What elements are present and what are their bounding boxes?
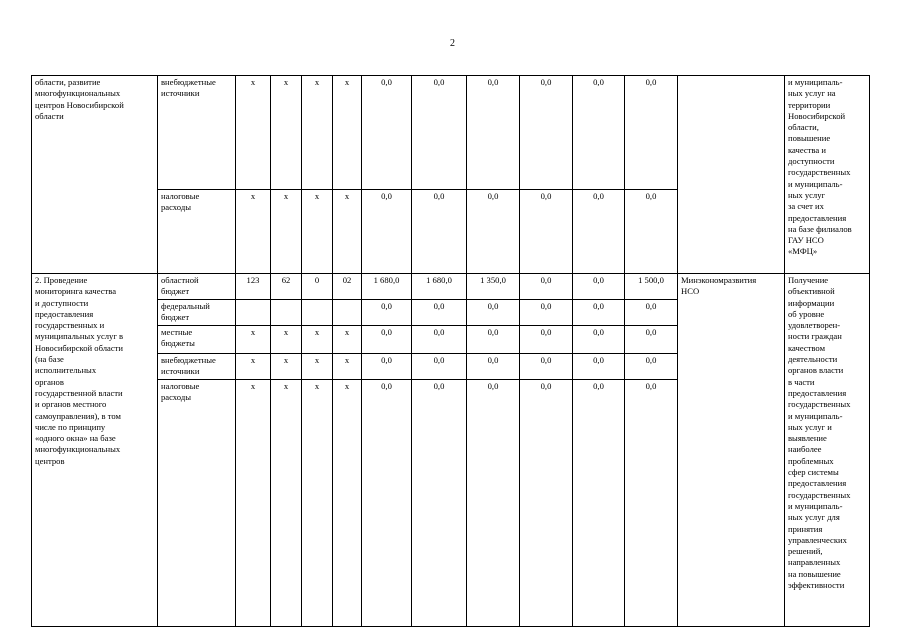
cell-line: территории xyxy=(788,99,831,110)
amount-cell: 0,0 xyxy=(573,326,625,354)
cell-line: бюджет xyxy=(161,286,190,297)
amount-cell: 0,0 xyxy=(412,300,467,326)
amount-cell: 0,0 xyxy=(412,380,467,627)
code-cell: х xyxy=(271,190,302,274)
cell-line: мониторинга качества xyxy=(35,286,117,297)
result-cell xyxy=(785,274,870,627)
funding-source-cell xyxy=(158,380,236,627)
cell-line: 2. Проведение xyxy=(35,275,88,285)
cell-line: центров Новосибирской xyxy=(35,99,124,110)
amount-cell: 0,0 xyxy=(520,190,573,274)
cell-line: государственной власти xyxy=(35,387,123,398)
amount-cell: 0,0 xyxy=(573,300,625,326)
cell-line: числе по принципу xyxy=(35,421,106,432)
code-cell: х xyxy=(333,380,362,627)
amount-cell: 0,0 xyxy=(362,190,412,274)
cell-line: принятия xyxy=(788,523,823,534)
table-row xyxy=(32,76,870,190)
cell-line: органов xyxy=(35,376,64,387)
cell-line: объективной xyxy=(788,286,835,297)
page-number: 2 xyxy=(450,38,455,49)
program-table xyxy=(31,75,870,627)
cell-line: расходы xyxy=(161,392,191,403)
cell-line: и муниципаль- xyxy=(788,77,843,87)
cell-line: ных услуг для xyxy=(788,512,840,523)
cell-line: источники xyxy=(161,88,200,99)
cell-line: за счет их xyxy=(788,201,824,212)
cell-line: местные xyxy=(161,327,193,337)
code-cell: 123 xyxy=(236,274,271,300)
funding-source-cell xyxy=(158,190,236,274)
cell-line: предоставления xyxy=(788,478,847,489)
cell-line: Получение xyxy=(788,275,829,285)
amount-cell: 0,0 xyxy=(362,354,412,380)
amount-cell: 0,0 xyxy=(520,300,573,326)
amount-cell: 0,0 xyxy=(412,354,467,380)
code-cell: х xyxy=(236,190,271,274)
cell-line: удовлетворен- xyxy=(788,320,841,331)
cell-line: областной xyxy=(161,275,199,285)
cell-line: и муниципаль- xyxy=(788,410,843,421)
amount-cell: 0,0 xyxy=(467,326,520,354)
event-cell xyxy=(32,274,158,627)
cell-line: источники xyxy=(161,366,200,377)
amount-cell: 1 500,0 xyxy=(625,274,678,300)
cell-line: ных услуг xyxy=(788,189,826,200)
code-cell xyxy=(333,300,362,326)
funding-source-cell xyxy=(158,274,236,300)
cell-line: многофункциональных xyxy=(35,444,121,455)
cell-line: информации xyxy=(788,297,835,308)
amount-cell: 0,0 xyxy=(625,380,678,627)
event-cell xyxy=(32,76,158,274)
cell-line: органов власти xyxy=(788,365,844,376)
code-cell: х xyxy=(302,76,333,190)
code-cell: 02 xyxy=(333,274,362,300)
executor-cell xyxy=(678,274,785,627)
funding-source-cell xyxy=(158,300,236,326)
code-cell: х xyxy=(271,326,302,354)
cell-line: сфер системы xyxy=(788,467,839,478)
amount-cell: 0,0 xyxy=(625,326,678,354)
cell-line: (на базе xyxy=(35,354,64,365)
code-cell: х xyxy=(236,326,271,354)
amount-cell: 0,0 xyxy=(520,380,573,627)
cell-line: ГАУ НСО xyxy=(788,235,824,246)
cell-line: внебюджетные xyxy=(161,77,216,87)
code-cell: х xyxy=(271,380,302,627)
code-cell: х xyxy=(236,354,271,380)
amount-cell: 0,0 xyxy=(412,326,467,354)
amount-cell: 0,0 xyxy=(520,274,573,300)
code-cell: х xyxy=(333,354,362,380)
funding-source-cell xyxy=(158,76,236,190)
amount-cell: 0,0 xyxy=(362,380,412,627)
cell-line: на повышение xyxy=(788,568,841,579)
cell-line: НСО xyxy=(681,286,700,297)
code-cell: х xyxy=(302,354,333,380)
cell-line: предоставления xyxy=(788,387,847,398)
cell-line: бюджет xyxy=(161,312,190,323)
amount-cell: 0,0 xyxy=(467,190,520,274)
amount-cell: 0,0 xyxy=(362,300,412,326)
amount-cell: 0,0 xyxy=(625,190,678,274)
amount-cell: 0,0 xyxy=(520,354,573,380)
cell-line: Минэкономразвития xyxy=(681,275,757,285)
amount-cell: 0,0 xyxy=(520,76,573,190)
cell-line: предоставления xyxy=(788,212,847,223)
cell-line: Новосибирской xyxy=(788,110,846,121)
amount-cell: 0,0 xyxy=(467,300,520,326)
cell-line: качеством xyxy=(788,342,826,353)
cell-line: качества и xyxy=(788,144,826,155)
amount-cell: 0,0 xyxy=(625,300,678,326)
cell-line: самоуправления), в том xyxy=(35,410,121,421)
amount-cell: 0,0 xyxy=(573,274,625,300)
amount-cell: 0,0 xyxy=(467,380,520,627)
cell-line: эффективности xyxy=(788,580,845,591)
amount-cell: 0,0 xyxy=(573,190,625,274)
cell-line: ности граждан xyxy=(788,331,842,342)
funding-source-cell xyxy=(158,326,236,354)
amount-cell: 0,0 xyxy=(412,190,467,274)
amount-cell: 0,0 xyxy=(520,326,573,354)
code-cell: 62 xyxy=(271,274,302,300)
executor-cell xyxy=(678,76,785,274)
cell-line: внебюджетные xyxy=(161,355,216,365)
cell-line: Новосибирской области xyxy=(35,342,124,353)
cell-line: наиболее xyxy=(788,444,822,455)
amount-cell: 1 680,0 xyxy=(362,274,412,300)
code-cell: х xyxy=(333,326,362,354)
amount-cell: 0,0 xyxy=(625,76,678,190)
amount-cell: 0,0 xyxy=(625,354,678,380)
cell-line: и органов местного xyxy=(35,399,107,410)
cell-line: повышение xyxy=(788,133,831,144)
cell-line: государственных xyxy=(788,167,851,178)
cell-line: «одного окна» на базе xyxy=(35,433,116,444)
cell-line: проблемных xyxy=(788,455,834,466)
cell-line: и муниципаль- xyxy=(788,500,843,511)
cell-line: государственных xyxy=(788,399,851,410)
cell-line: налоговые xyxy=(161,381,200,391)
cell-line: многофункциональных xyxy=(35,88,121,99)
cell-line: управленческих xyxy=(788,534,847,545)
funding-source-cell xyxy=(158,354,236,380)
amount-cell: 0,0 xyxy=(362,76,412,190)
result-cell xyxy=(785,76,870,274)
code-cell xyxy=(271,300,302,326)
code-cell: х xyxy=(271,76,302,190)
code-cell: х xyxy=(333,76,362,190)
amount-cell: 0,0 xyxy=(573,354,625,380)
cell-line: налоговые xyxy=(161,191,200,201)
cell-line: муниципальных услуг в xyxy=(35,331,124,342)
code-cell: х xyxy=(236,76,271,190)
cell-line: об уровне xyxy=(788,308,825,319)
cell-line: и доступности xyxy=(35,297,89,308)
cell-line: исполнительных xyxy=(35,365,97,376)
cell-line: области, xyxy=(788,122,819,133)
code-cell: х xyxy=(271,354,302,380)
cell-line: расходы xyxy=(161,202,191,213)
cell-line: бюджеты xyxy=(161,338,195,349)
amount-cell: 0,0 xyxy=(412,76,467,190)
code-cell: х xyxy=(236,380,271,627)
code-cell xyxy=(302,300,333,326)
cell-line: области xyxy=(35,110,64,121)
table-row xyxy=(32,274,870,300)
code-cell: х xyxy=(302,380,333,627)
code-cell xyxy=(236,300,271,326)
amount-cell: 0,0 xyxy=(467,354,520,380)
code-cell: х xyxy=(333,190,362,274)
code-cell: х xyxy=(302,326,333,354)
cell-line: предоставления xyxy=(35,308,94,319)
cell-line: государственных xyxy=(788,489,851,500)
amount-cell: 0,0 xyxy=(467,76,520,190)
cell-line: центров xyxy=(35,455,65,466)
cell-line: государственных и xyxy=(35,320,105,331)
amount-cell: 0,0 xyxy=(573,76,625,190)
cell-line: ных услуг и xyxy=(788,421,832,432)
amount-cell: 1 680,0 xyxy=(412,274,467,300)
cell-line: федеральный xyxy=(161,301,210,311)
cell-line: выявление xyxy=(788,433,827,444)
cell-line: ных услуг на xyxy=(788,88,836,99)
cell-line: направленных xyxy=(788,557,841,568)
cell-line: и муниципаль- xyxy=(788,178,843,189)
cell-line: на базе филиалов xyxy=(788,223,852,234)
code-cell: 0 xyxy=(302,274,333,300)
amount-cell: 1 350,0 xyxy=(467,274,520,300)
cell-line: области, развитие xyxy=(35,77,101,87)
code-cell: х xyxy=(302,190,333,274)
cell-line: доступности xyxy=(788,156,835,167)
cell-line: решений, xyxy=(788,546,823,557)
cell-line: деятельности xyxy=(788,354,838,365)
amount-cell: 0,0 xyxy=(573,380,625,627)
amount-cell: 0,0 xyxy=(362,326,412,354)
cell-line: «МФЦ» xyxy=(788,246,818,257)
cell-line: в части xyxy=(788,376,815,387)
